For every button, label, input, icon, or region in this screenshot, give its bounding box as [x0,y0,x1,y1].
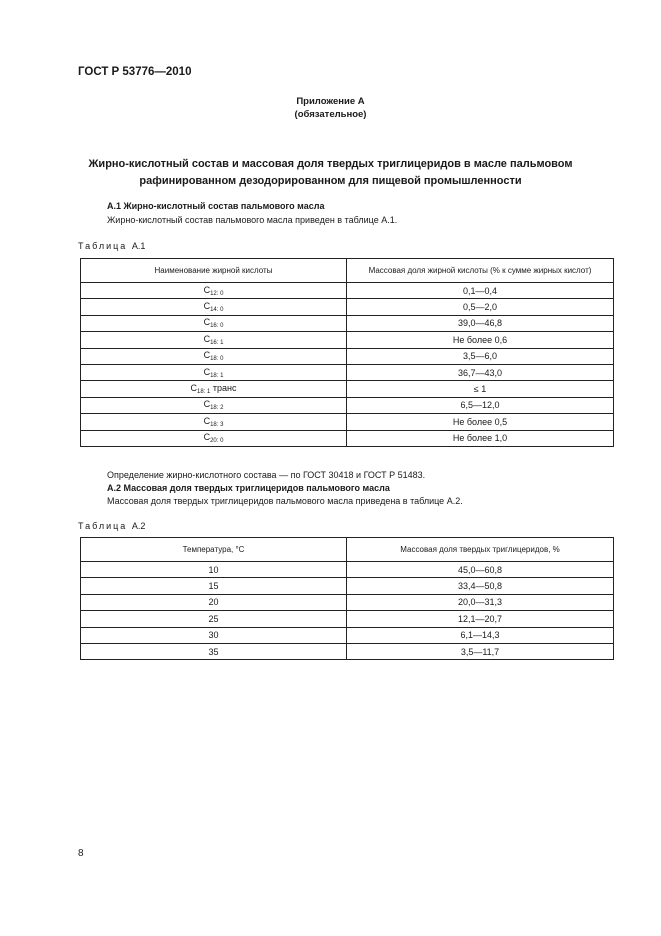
triglyceride-value-cell: 45,0—60,8 [347,562,614,578]
page-title-line1: Жирно-кислотный состав и массовая доля твердых триглицеридов в масле пальмовом [88,158,573,170]
triglyceride-value-cell: 3,5—11,7 [347,643,614,659]
table-row [81,283,614,299]
temperature-cell: 30 [81,627,347,643]
page-number: 8 [78,848,84,859]
acid-value-cell: ≤ 1 [347,381,614,397]
acid-name-cell [81,299,347,315]
acid-subscript: 20: 0 [210,438,224,445]
acid-symbol: С [203,333,211,344]
acid-value-cell: Не более 1,0 [347,430,614,446]
acid-value-cell: 39,0—46,8 [347,315,614,331]
acid-value-cell: 0,5—2,0 [347,299,614,315]
section-a2-heading: А.2 Массовая доля твердых триглицеридов пальмового масла [107,483,390,493]
triglyceride-value-cell: 6,1—14,3 [347,627,614,643]
annex-status: (обязательное) [294,109,367,120]
acid-subscript: 16: 0 [210,323,224,330]
table1-header-acid: Наименование жирной кислоты [81,259,347,283]
table-row [81,627,614,643]
acid-name-cell [81,332,347,348]
section-a2-text: Массовая доля твердых триглицеридов пальмового масла приведена в таблице А.2. [107,496,463,506]
acid-value-cell: 6,5—12,0 [347,397,614,413]
acid-symbol: С [203,284,211,295]
table1-header-value: Массовая доля жирной кислоты (% к сумме жирных кислот) [347,259,614,283]
temperature-cell: 20 [81,594,347,610]
acid-name-cell [81,430,347,446]
triglyceride-value-cell: 20,0—31,3 [347,594,614,610]
table2-header-value: Массовая доля твердых триглицеридов, % [347,538,614,562]
table2-caption [78,521,145,531]
acid-subscript: 18: 0 [210,356,224,363]
acid-name-cell [81,381,347,397]
acid-symbol: С [203,399,211,410]
acid-name-cell [81,283,347,299]
fatty-acid-table [80,258,614,447]
table-row [81,611,614,627]
solid-triglycerides-table [80,537,614,660]
table-row [81,332,614,348]
acid-symbol: С [203,366,211,377]
acid-symbol: С [190,383,198,394]
table2-caption-label: Таблица [78,521,128,531]
triglyceride-value-cell: 33,4—50,8 [347,578,614,594]
table-row [81,562,614,578]
table-row [81,397,614,413]
acid-subscript: 18: 1 [197,389,211,396]
temperature-cell: 10 [81,562,347,578]
table-row [81,643,614,659]
acid-subscript: 12: 0 [210,290,224,297]
table-row [81,414,614,430]
acid-value-cell: 36,7—43,0 [347,364,614,380]
acid-value-cell: Не более 0,6 [347,332,614,348]
annex-title: Приложение А [296,96,365,107]
page-title-line2: рафинированном дезодорированном для пищевой промышленности [139,175,522,187]
table1-caption [78,241,145,251]
acid-symbol: С [203,350,211,361]
triglyceride-value-cell: 12,1—20,7 [347,611,614,627]
acid-subscript: 18: 3 [210,421,224,428]
acid-name-cell [81,315,347,331]
acid-subscript: 18: 2 [210,405,224,412]
acid-name-cell [81,397,347,413]
acid-name-cell [81,414,347,430]
acid-symbol: С [203,432,211,443]
acid-symbol: С [203,301,211,312]
definition-text: Определение жирно-кислотного состава — по ГОСТ 30418 и ГОСТ Р 51483. [107,470,426,480]
temperature-cell: 25 [81,611,347,627]
table-row [81,299,614,315]
section-a1-text: Жирно-кислотный состав пальмового масла приведен в таблице А.1. [107,215,398,225]
table-row [81,348,614,364]
temperature-cell: 15 [81,578,347,594]
page-title [60,156,601,190]
acid-value-cell: 0,1—0,4 [347,283,614,299]
table2-header-temperature: Температура, °С [81,538,347,562]
acid-suffix: транс [210,383,237,394]
section-a1-heading: А.1 Жирно-кислотный состав пальмового масла [107,201,325,211]
document-id: ГОСТ Р 53776—2010 [78,66,192,78]
acid-name-cell [81,364,347,380]
acid-subscript: 16: 1 [210,339,224,346]
acid-name-cell [81,348,347,364]
acid-subscript: 14: 0 [210,307,224,314]
acid-subscript: 18: 1 [210,372,224,379]
table1-caption-number: А.1 [131,241,146,251]
table-row [81,430,614,446]
table-row [81,381,614,397]
table2-caption-number: А.2 [131,521,146,531]
table-row [81,364,614,380]
acid-value-cell: 3,5—6,0 [347,348,614,364]
table-row [81,578,614,594]
acid-symbol: С [203,317,211,328]
acid-symbol: С [203,415,211,426]
temperature-cell: 35 [81,643,347,659]
table1-caption-label: Таблица [78,241,128,251]
table-row [81,315,614,331]
acid-value-cell: Не более 0,5 [347,414,614,430]
table-row [81,594,614,610]
